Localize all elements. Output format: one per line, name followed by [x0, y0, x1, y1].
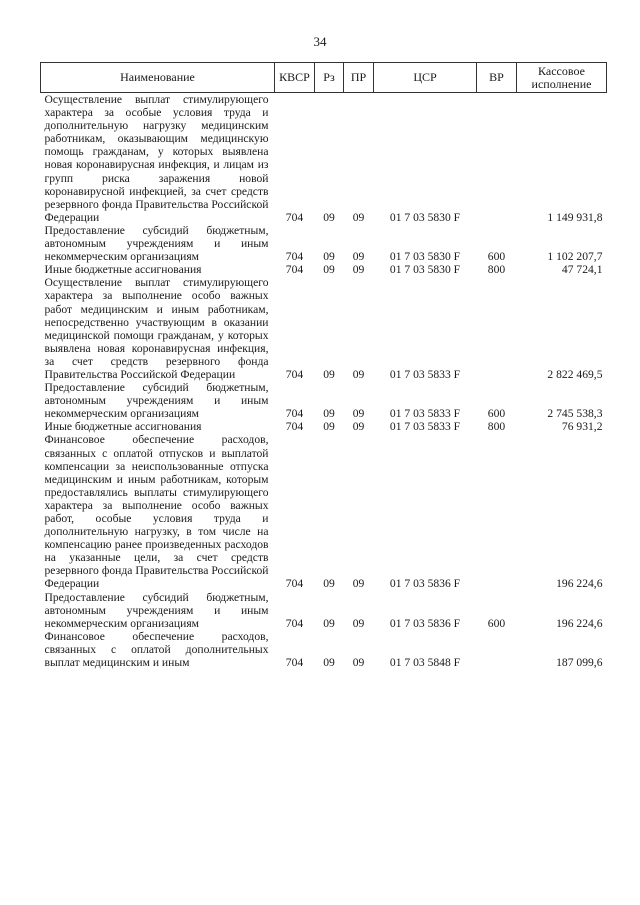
page-number: 34: [313, 34, 327, 49]
row-pr: 09: [352, 250, 365, 264]
row-csr: 01 7 03 5848 F: [389, 656, 461, 670]
row-csr: 01 7 03 5830 F: [389, 250, 461, 264]
row-sum: 1 102 207,7: [547, 250, 603, 264]
row-pr: 09: [352, 407, 365, 421]
row-pr: 09: [352, 656, 365, 670]
row-kvsr: 704: [285, 420, 304, 434]
row-sum: 47 724,1: [561, 263, 603, 277]
row-pr: 09: [352, 263, 365, 277]
row-csr: 01 7 03 5836 F: [389, 616, 461, 630]
table-row: [41, 276, 607, 381]
row-csr: 01 7 03 5833 F: [389, 420, 461, 434]
row-rz: 09: [323, 577, 335, 591]
row-sum: 1 149 931,8: [547, 210, 603, 224]
row-name: Финансовое обеспечение расходов, связанных с оплатой дополнительных выплат медицинским и иным: [44, 629, 269, 670]
table-body: [41, 93, 607, 670]
row-csr: 01 7 03 5833 F: [389, 407, 461, 421]
row-rz: 09: [323, 420, 335, 434]
row-name: Иные бюджетные ассигнования: [44, 420, 202, 434]
row-vr: 600: [487, 250, 506, 264]
row-kvsr: 704: [285, 263, 304, 277]
row-vr: 600: [487, 407, 506, 421]
row-vr: [477, 93, 517, 224]
table-row: [41, 263, 607, 276]
row-csr: 01 7 03 5830 F: [389, 210, 461, 224]
row-sum: 187 099,6: [556, 656, 603, 670]
row-name: Осуществление выплат стимулирующего характера за особые условия труда и дополнительную нагрузку медицинским работникам, оказывающим медицинскую помощь гражданам, у которых выявлена новая коронавирусная инфекция, и лицам из групп риска заражения новой коронавирусной инфекцией, за счет средств резервного фонда Правительства Российской Федерации: [44, 93, 269, 224]
row-rz: 09: [323, 656, 335, 670]
table-row: [41, 224, 607, 263]
row-sum: 196 224,6: [556, 577, 603, 591]
row-vr: 600: [487, 616, 506, 630]
row-rz: 09: [323, 210, 335, 224]
row-rz: 09: [323, 263, 335, 277]
table-row: [41, 381, 607, 420]
row-kvsr: 704: [285, 250, 304, 264]
budget-table: [40, 62, 607, 669]
row-csr: 01 7 03 5830 F: [389, 263, 461, 277]
header-vr: ВР: [477, 63, 517, 93]
row-kvsr: 704: [285, 616, 304, 630]
row-csr: 01 7 03 5833 F: [389, 367, 461, 381]
row-kvsr: 704: [285, 407, 304, 421]
row-pr: 09: [352, 420, 365, 434]
header-kvsr: КВСР: [275, 63, 315, 93]
row-sum: 76 931,2: [561, 420, 603, 434]
row-kvsr: 704: [285, 210, 304, 224]
row-name: Финансовое обеспечение расходов, связанных с оплатой отпусков и выплатой компенсации за неиспользованные отпуска медицинским и иным работникам, которым предоставлялись выплаты стимулирующего характера за выполнение особо важных работ, особые условия труда и дополнительную нагрузку, в том числе на компенсацию ранее произведенных расходов на указанные цели, за счет средств резервного фонда Правительства Российской Федерации: [44, 433, 269, 591]
row-name: Предоставление субсидий бюджетным, автономным учреждениям и иным некоммерческим организациям: [44, 223, 269, 264]
row-rz: 09: [323, 616, 335, 630]
row-rz: 09: [323, 407, 335, 421]
table-row: [41, 630, 607, 669]
header-rz: Рз: [315, 63, 344, 93]
table-row: [41, 433, 607, 590]
row-vr: 800: [487, 420, 506, 434]
row-sum: 196 224,6: [556, 616, 603, 630]
row-name: Иные бюджетные ассигнования: [44, 263, 202, 277]
row-pr: 09: [352, 616, 365, 630]
row-sum: 2 822 469,5: [547, 367, 603, 381]
header-pr: ПР: [344, 63, 374, 93]
row-pr: 09: [352, 367, 365, 381]
row-vr: [477, 276, 517, 381]
table-row: [41, 93, 607, 224]
row-vr: 800: [487, 263, 506, 277]
row-pr: 09: [352, 210, 365, 224]
row-name: Предоставление субсидий бюджетным, автономным учреждениям и иным некоммерческим организациям: [44, 381, 269, 421]
header-name: Наименование: [41, 63, 275, 93]
row-csr: 01 7 03 5836 F: [389, 577, 461, 591]
table-row: [41, 591, 607, 630]
header-csr: ЦСР: [374, 63, 477, 93]
row-kvsr: 704: [285, 656, 304, 670]
row-sum: 2 745 538,3: [547, 407, 603, 421]
row-vr: [477, 433, 517, 590]
row-kvsr: 704: [285, 577, 304, 591]
row-vr: [477, 630, 517, 669]
table-header: [41, 63, 607, 93]
row-rz: 09: [323, 250, 335, 264]
row-rz: 09: [323, 367, 335, 381]
row-pr: 09: [352, 577, 365, 591]
header-sum: Кассовое исполнение: [517, 63, 607, 93]
table-row: [41, 420, 607, 433]
row-name: Предоставление субсидий бюджетным, автономным учреждениям и иным некоммерческим организациям: [44, 590, 269, 630]
row-name: Осуществление выплат стимулирующего характера за выполнение особо важных работ медицинским и иным работникам, непосредственно участвующим в оказании медицинской помощи гражданам, у которых выявлена новая коронавирусная инфекция, за счет средств резервного фонда Правительства Российской Федерации: [44, 276, 269, 381]
row-kvsr: 704: [285, 367, 304, 381]
